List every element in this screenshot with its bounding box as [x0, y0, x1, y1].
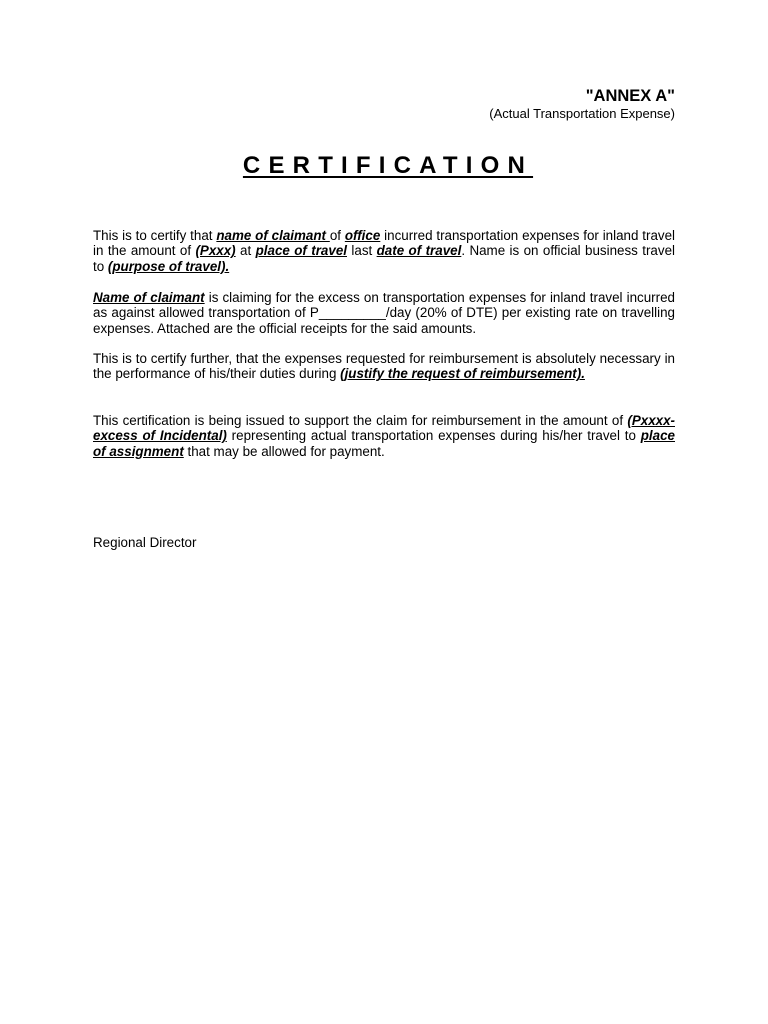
text-segment: is claiming for the excess on transportation expenses for inland travel incurred as against allowed transportation of P_________/day (20% of DTE) per existing rate on travelling expenses. Attached are the official receipts for the said amounts. — [93, 290, 675, 336]
text-segment: . Name is on official business travel to — [93, 243, 675, 274]
text-segment: last — [347, 243, 377, 259]
text-segment: incurred transportation expenses for inland travel in the amount of — [93, 228, 676, 259]
certification-title-text: CERTIFICATION — [242, 152, 534, 179]
text-segment: This is to certify that — [93, 228, 217, 243]
placeholder-place-of-assignment: place of assignment — [93, 428, 675, 459]
text-segment: at — [235, 243, 256, 259]
text-segment: This certification is being issued to support the claim for reimbursement in the amount of — [93, 413, 628, 428]
text-segment: representing actual transportation expenses during his/her travel to — [226, 428, 641, 444]
annex-label: "ANNEX A" — [585, 87, 675, 105]
certification-title — [93, 150, 675, 182]
paragraph-certify-further — [93, 351, 675, 382]
placeholder-purpose-of-travel: (purpose of travel). — [107, 258, 230, 274]
text-segment: This is to certify further, that the expenses requested for reimbursement is absolutely necessary in the performance of his/their duties during — [93, 351, 675, 382]
placeholder-justification: (justify the request of reimbursement). — [340, 366, 585, 382]
text-segment: that may be allowed for payment. — [183, 443, 385, 459]
placeholder-name-of-claimant: name of claimant — [216, 228, 330, 243]
text-segment: of — [329, 228, 345, 243]
paragraph-excess-claim — [93, 290, 675, 336]
placeholder-name-of-claimant: Name of claimant — [93, 290, 205, 305]
placeholder-place-of-travel: place of travel — [255, 243, 347, 259]
placeholder-amount: (Pxxx) — [195, 243, 236, 259]
document-page — [93, 0, 675, 1024]
annex-subtitle: (Actual Transportation Expense) — [489, 106, 675, 121]
placeholder-excess-amount: (Pxxxx- excess of Incidental) — [93, 413, 675, 444]
placeholder-date-of-travel: date of travel — [376, 243, 462, 259]
paragraph-certify-claim — [93, 228, 675, 274]
paragraph-issuance — [93, 413, 675, 459]
placeholder-office: office — [344, 228, 381, 243]
signatory-title: Regional Director — [93, 535, 197, 550]
